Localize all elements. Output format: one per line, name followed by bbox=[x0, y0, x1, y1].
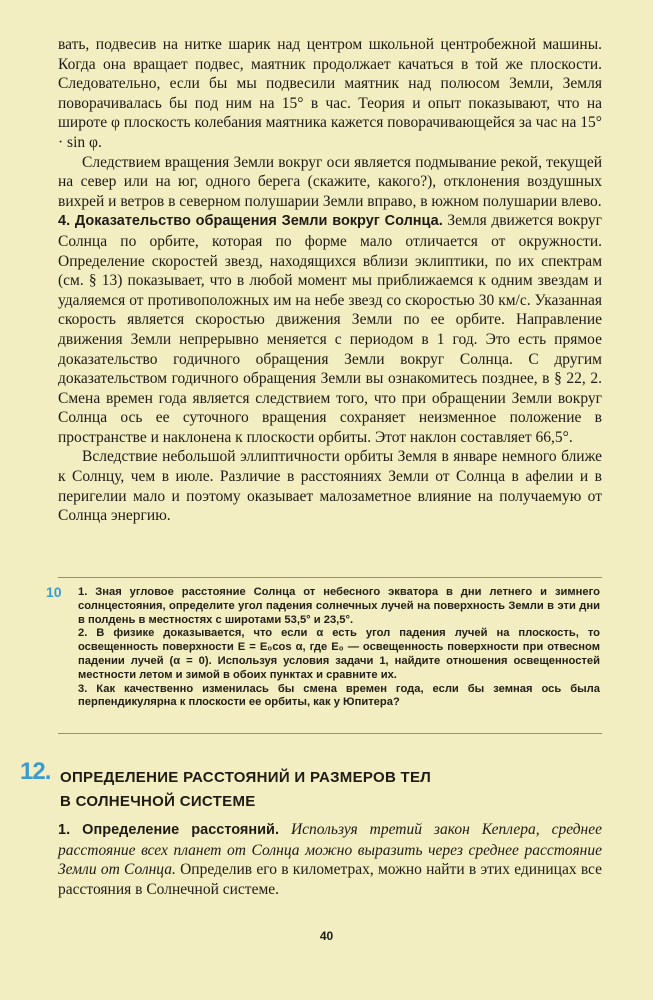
chapter-title-line-2: В СОЛНЕЧНОЙ СИСТЕМЕ bbox=[60, 793, 256, 810]
exercise-item: 1. Зная угловое расстояние Солнца от небесного экватора в дни летнего и зимнего солнцестояния, определите угол падения солнечных лучей на поверхность Земли в эти дни в полдень в местностях с широтами 53,5° и 23,5°. bbox=[78, 586, 600, 626]
section-1-paragraph bbox=[58, 820, 602, 899]
section-1 bbox=[58, 820, 602, 899]
page-number: 40 bbox=[319, 929, 334, 943]
section-1-italic: Используя третий закон Кеплера, среднее расстояние всех планет от Солнца можно выразить через среднее расстояние Земли от Солнца. bbox=[58, 821, 603, 879]
exercise-bottom-rule bbox=[58, 733, 602, 734]
section-4 bbox=[58, 211, 602, 447]
exercise-number: 10 bbox=[46, 584, 62, 600]
exercise-top-rule bbox=[58, 577, 602, 578]
chapter-title-line-1: ОПРЕДЕЛЕНИЕ РАССТОЯНИЙ И РАЗМЕРОВ ТЕЛ bbox=[60, 769, 432, 786]
paragraph-pendulum: вать, подвесив на нитке шарик над центром школьной центробежной машины. Когда она вращает подвес, маятник продолжает качаться в той же плоскости. Следовательно, если бы мы подвесили маятник над полюсом Земли, Земля поворачивалась бы под ним на 15° в час. Теория и опыт показывают, что на широте φ плоскость колебания маятника кажется поворачивающейся за час на 15° · sin φ. bbox=[58, 36, 602, 151]
exercise-block bbox=[78, 586, 600, 710]
exercise-item: 3. Как качественно изменилась бы смена времен года, если бы земная ось была перпендикулярна к плоскости ее орбиты, как у Юпитера? bbox=[78, 682, 600, 709]
exercise-item: 2. В физике доказывается, что если α есть угол падения лучей на плоскость, то освещенность поверхности E = E₀cos α, где E₀ — освещенность поверхности при отвесном падении лучей (α = 0). Используя условия задачи 1, найдите отношения освещенностей местности летом и зимой в обоих пунктах и сравните их. bbox=[78, 627, 600, 681]
section-1-heading: 1. Определение расстояний. bbox=[58, 822, 280, 838]
chapter-number: 12. bbox=[20, 758, 51, 785]
section-4-heading: 4. Доказательство обращения Земли вокруг Солнца. bbox=[58, 213, 443, 230]
main-text bbox=[58, 35, 602, 526]
section-1-text: Определив его в километрах, можно найти в этих единицах все расстояния в Солнечной системе. bbox=[58, 861, 603, 898]
paragraph-ellipticity: Вследствие небольшой эллиптичности орбиты Земля в январе немного ближе к Солнцу, чем в июле. Различие в расстояниях Земли от Солнца в афелии и в перигелии мало и поэтому оказывает малозаметное влияние на получаемую от Солнца энергию. bbox=[58, 448, 602, 525]
paragraph-rotation-effects: Следствием вращения Земли вокруг оси является подмывание рекой, текущей на север или на юг, одного берега (скажите, какого?), отклонения воздушных вихрей и ветров в северном полушарии Земли вправо, в южном полушарии влево. bbox=[58, 153, 602, 210]
section-4-text: Земля движется вокруг Солнца по орбите, которая по форме мало отличается от окружности. Определение скоростей звезд, находящихся вблизи эклиптики, по их спектрам (см. § 13) показывает, что в любой момент мы приближаемся к одним звездам и удаляемся от противоположных им на небе звезд со скоростью 30 км/с. Указанная скорость является скоростью движения Земли по ее орбите. Направление движения Земли непрерывно меняется с периодом в 1 год. Это есть прямое доказательство годичного обращения Земли вокруг Солнца. С другим доказательством годичного обращения Земли вы ознакомитесь позднее, в § 22, 2. Смена времен года является следствием того, что при обращении Земли вокруг Солнца ось ее суточного вращения сохраняет неизменное положение в пространстве и наклонена к плоскости орбиты. Этот наклон составляет 66,5°. bbox=[58, 212, 602, 446]
chapter-title bbox=[60, 766, 580, 814]
